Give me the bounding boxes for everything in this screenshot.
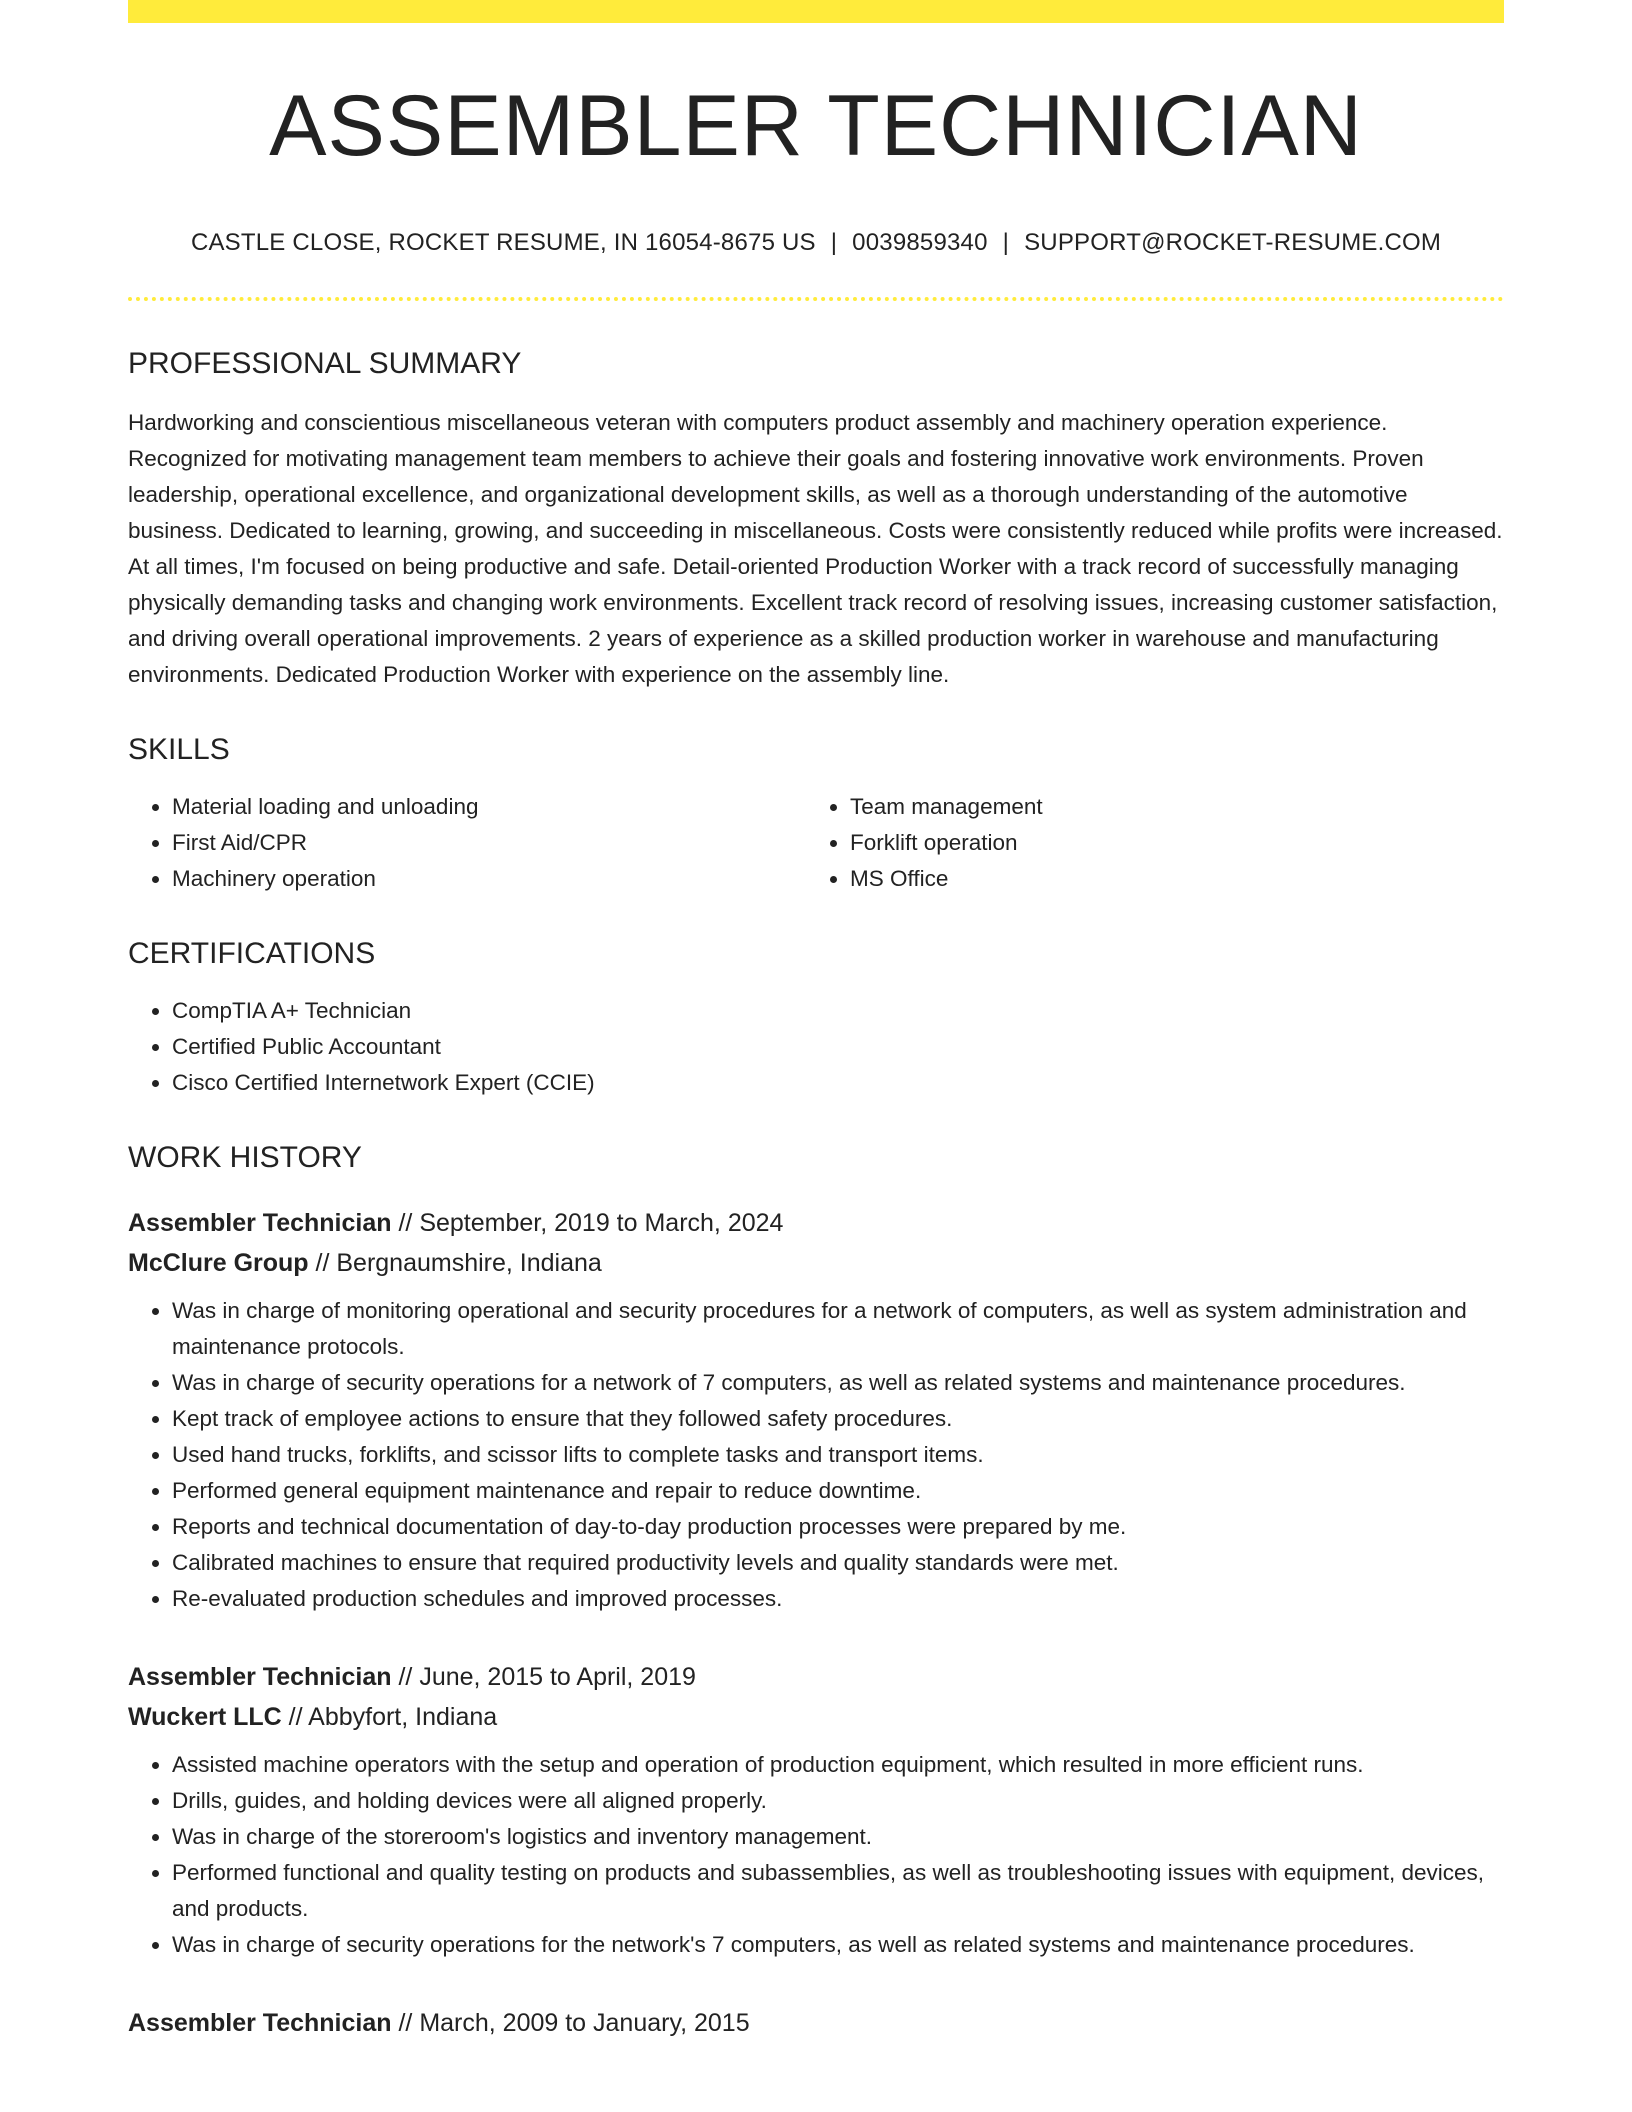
skill-item: • First Aid/CPR — [172, 825, 806, 861]
job-bullet: • Drills, guides, and holding devices were all aligned properly. — [172, 1783, 1504, 1819]
resume-page — [128, 0, 1504, 2043]
job-role: Assembler Technician — [128, 2009, 392, 2037]
skills-column-left — [128, 789, 806, 897]
contact-separator: | — [830, 229, 838, 256]
job-bullet: • Was in charge of monitoring operational and security procedures for a network of computers, as well as system administration and maintenance protocols. — [172, 1293, 1504, 1365]
job-role: Assembler Technician — [128, 1663, 392, 1691]
dotted-divider — [128, 297, 1504, 301]
job-company-line — [128, 1243, 1504, 1283]
job-company: Wuckert LLC — [128, 1703, 282, 1731]
skills-column-right — [806, 789, 1484, 897]
job-bullet: • Was in charge of the storeroom's logistics and inventory management. — [172, 1819, 1504, 1855]
job-dates: // March, 2009 to January, 2015 — [391, 2009, 750, 2037]
job-role: Assembler Technician — [128, 1209, 392, 1237]
top-accent-bar — [128, 0, 1504, 23]
job-bullet: • Was in charge of security operations for the network's 7 computers, as well as related systems and maintenance procedures. — [172, 1927, 1504, 1963]
contact-line — [128, 231, 1504, 255]
job-bullet: • Performed functional and quality testing on products and subassemblies, as well as troubleshooting issues with equipment, devices, and products. — [172, 1855, 1504, 1927]
skill-item: • Material loading and unloading — [172, 789, 806, 825]
certifications-heading: CERTIFICATIONS — [128, 937, 376, 970]
skill-item: • Team management — [850, 789, 1484, 825]
summary-heading: PROFESSIONAL SUMMARY — [128, 347, 522, 380]
job-location: // Bergnaumshire, Indiana — [308, 1249, 602, 1277]
job-role-line — [128, 2003, 1504, 2043]
job-location: // Abbyfort, Indiana — [281, 1703, 498, 1731]
job-dates: // June, 2015 to April, 2019 — [391, 1663, 696, 1691]
job-company: McClure Group — [128, 1249, 309, 1277]
summary-text: Hardworking and conscientious miscellaneous veteran with computers product assembly and machinery operation experience. Recognized for motivating management team members to achieve their goals and fostering innovative work environments. Proven leadership, operational excellence, and organizational development skills, as well as a thorough understanding of the automotive business. Dedicated to learning, growing, and succeeding in miscellaneous. Costs were consistently reduced while profits were increased. At all times, I'm focused on being productive and safe. Detail-oriented Production Worker with a track record of successfully managing physically demanding tasks and changing work environments. Excellent track record of resolving issues, increasing customer satisfaction, and driving overall operational improvements. 2 years of experience as a skilled production worker in warehouse and manufacturing environments. Dedicated Production Worker with experience on the assembly line. — [128, 410, 1503, 687]
skill-item: • MS Office — [850, 861, 1484, 897]
skills-list-right — [806, 789, 1484, 897]
certification-item: • CompTIA A+ Technician — [172, 993, 1504, 1029]
job-bullet: • Performed general equipment maintenance and repair to reduce downtime. — [172, 1473, 1504, 1509]
job-role-line — [128, 1203, 1504, 1243]
job-company-line — [128, 1697, 1504, 1737]
work-history-heading: WORK HISTORY — [128, 1141, 362, 1174]
skills-grid — [128, 789, 1504, 897]
contact-phone: 0039859340 — [852, 229, 988, 256]
contact-email: SUPPORT@ROCKET-RESUME.COM — [1024, 229, 1442, 256]
certifications-list — [128, 993, 1504, 1101]
contact-separator: | — [1002, 229, 1010, 256]
skills-heading: SKILLS — [128, 733, 230, 766]
job-entry — [128, 1203, 1504, 1617]
job-bullet: • Used hand trucks, forklifts, and scissor lifts to complete tasks and transport items. — [172, 1437, 1504, 1473]
skill-item: • Forklift operation — [850, 825, 1484, 861]
resume-title: ASSEMBLER TECHNICIAN — [269, 78, 1363, 174]
certification-item: • Cisco Certified Internetwork Expert (CCIE) — [172, 1065, 1504, 1101]
job-bullet: • Reports and technical documentation of day-to-day production processes were prepared by me. — [172, 1509, 1504, 1545]
job-bullet: • Was in charge of security operations for a network of 7 computers, as well as related systems and maintenance procedures. — [172, 1365, 1504, 1401]
job-entry — [128, 2003, 1504, 2043]
job-bullets — [128, 1747, 1504, 1963]
job-role-line — [128, 1657, 1504, 1697]
job-bullet: • Re-evaluated production schedules and improved processes. — [172, 1581, 1504, 1617]
job-bullet: • Kept track of employee actions to ensure that they followed safety procedures. — [172, 1401, 1504, 1437]
job-bullet: • Calibrated machines to ensure that required productivity levels and quality standards were met. — [172, 1545, 1504, 1581]
job-dates: // September, 2019 to March, 2024 — [391, 1209, 784, 1237]
job-entry — [128, 1657, 1504, 1963]
job-bullet: • Assisted machine operators with the setup and operation of production equipment, which resulted in more efficient runs. — [172, 1747, 1504, 1783]
skills-list-left — [128, 789, 806, 897]
certification-item: • Certified Public Accountant — [172, 1029, 1504, 1065]
contact-address: CASTLE CLOSE, ROCKET RESUME, IN 16054-8675 US — [190, 229, 816, 256]
job-bullets — [128, 1293, 1504, 1617]
skill-item: • Machinery operation — [172, 861, 806, 897]
